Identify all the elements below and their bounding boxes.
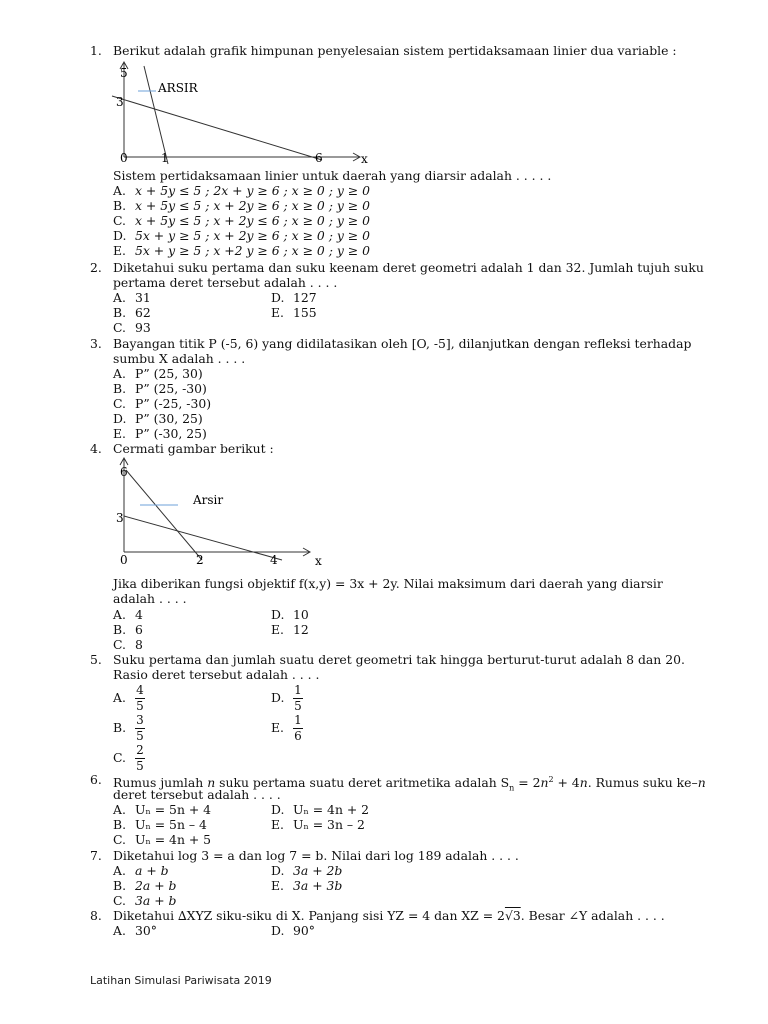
question-number: 1. [90,43,102,58]
option-d[interactable]: D. Uₙ = 4n + 2 [271,802,370,817]
fraction: $\frac{3}{5}$ [136,713,144,743]
question-prompt: Jika diberikan fungsi objektif f(x,y) = 3x + 2y. Nilai maksimum dari daerah yang diarsir [113,576,663,591]
question-number: 5. [90,652,102,667]
question-text: Rumus jumlah n suku pertama suatu deret aritmetika adalah $S_n = 2n^2 + 4n$. Rumus suku ke–n [113,775,706,793]
option-b[interactable]: B. Uₙ = 5n – 4 [113,817,207,832]
option-c[interactable]: C. $\frac{2}{5}$ [113,743,144,773]
fraction: $\frac{1}{5}$ [294,683,302,713]
option-b[interactable]: B. $\frac{3}{5}$ [113,713,144,743]
option-d[interactable]: D. 127 [271,290,317,305]
y-tick-3: 3 [116,95,124,109]
x-axis-label: x [315,554,322,568]
question-text: Cermati gambar berikut : [113,441,274,456]
option-d[interactable]: D. 3a + 2b [271,863,343,878]
option-a[interactable]: A. x + 5y ≤ 5 ; 2x + y ≥ 6 ; x ≥ 0 ; y ≥ 0 [113,183,370,198]
option-e[interactable]: E. 5x + y ≥ 5 ; x +2 y ≥ 6 ; x ≥ 0 ; y ≥ 0 [113,243,370,258]
boundary-line-shallow [112,96,322,160]
option-b[interactable]: B. 2a + b [113,878,177,893]
option-c[interactable]: C. Uₙ = 4n + 5 [113,832,212,847]
square-root: √3 [504,908,521,923]
option-d[interactable]: D. P” (30, 25) [113,411,203,426]
graph-1 [110,60,380,168]
option-d[interactable]: D. 10 [271,607,309,622]
question-number: 7. [90,848,102,863]
x-tick-6: 6 [315,151,323,165]
question-text: Suku pertama dan jumlah suatu deret geometri tak hingga berturut-turut adalah 8 dan 20. [113,652,685,667]
option-a[interactable]: A. 4 [113,607,143,622]
option-b[interactable]: B. 6 [113,622,143,637]
origin-label: 0 [120,151,128,165]
option-b[interactable]: B. x + 5y ≤ 5 ; x + 2y ≥ 6 ; x ≥ 0 ; y ≥ 0 [113,198,370,213]
fraction: $\frac{1}{6}$ [294,713,302,743]
question-text: Diketahui log 3 = a dan log 7 = b. Nilai dari log 189 adalah . . . . [113,848,519,863]
option-d[interactable]: D. $\frac{1}{5}$ [271,683,302,713]
question-text: pertama deret tersebut adalah . . . . [113,275,338,290]
option-b[interactable]: B. P” (25, -30) [113,381,207,396]
y-tick-5: 5 [120,66,128,80]
page-footer: Latihan Simulasi Pariwisata 2019 [90,974,272,987]
option-b[interactable]: B. 62 [113,305,151,320]
shaded-region-label: Arsir [193,493,224,507]
option-e[interactable]: E. 12 [271,622,309,637]
option-d[interactable]: D. 5x + y ≥ 5 ; x + 2y ≥ 6 ; x ≥ 0 ; y ≥ 0 [113,228,370,243]
option-c[interactable]: C. 8 [113,637,143,652]
shaded-region-label: ARSIR [158,81,198,95]
option-c[interactable]: C. 3a + b [113,893,177,908]
question-number: 2. [90,260,102,275]
question-text: Diketahui suku pertama dan suku keenam deret geometri adalah 1 dan 32. Jumlah tujuh suku [113,260,704,275]
boundary-line-steep [126,470,202,560]
x-tick-2: 2 [196,553,204,567]
y-tick-6: 6 [120,465,128,479]
option-c[interactable]: C. P” (-25, -30) [113,396,212,411]
question-number: 4. [90,441,102,456]
x-axis-label: x [361,152,368,166]
fraction: $\frac{4}{5}$ [136,683,144,713]
option-e[interactable]: E. 3a + 3b [271,878,343,893]
question-text: Berikut adalah grafik himpunan penyelesaian sistem pertidaksamaan linier dua variable : [113,43,677,58]
y-tick-3: 3 [116,511,124,525]
option-e[interactable]: E. 155 [271,305,317,320]
option-e[interactable]: E. $\frac{1}{6}$ [271,713,302,743]
question-number: 6. [90,772,102,787]
question-prompt: adalah . . . . [113,591,187,606]
question-text: deret tersebut adalah . . . . [113,787,281,802]
question-text: Diketahui ∆XYZ siku-siku di X. Panjang sisi YZ = 4 dan XZ = 2√3. Besar ∠Y adalah . . . . [113,908,665,923]
question-prompt: Sistem pertidaksamaan linier untuk daerah yang diarsir adalah . . . . . [113,168,552,183]
question-number: 3. [90,336,102,351]
option-d[interactable]: D. 90° [271,923,315,938]
option-a[interactable]: A. 31 [113,290,151,305]
option-c[interactable]: C. 93 [113,320,151,335]
graph-4 [112,456,342,568]
x-tick-1: 1 [161,151,169,165]
x-tick-4: 4 [270,553,278,567]
option-a[interactable]: A. P” (25, 30) [113,366,203,381]
fraction: $\frac{2}{5}$ [136,743,144,773]
origin-label: 0 [120,553,128,567]
option-e[interactable]: E. Uₙ = 3n – 2 [271,817,365,832]
question-text: Bayangan titik P (-5, 6) yang didilatasikan oleh [O, -5], dilanjutkan dengan refleksi terhadap [113,336,692,351]
question-number: 8. [90,908,102,923]
option-c[interactable]: C. x + 5y ≤ 5 ; x + 2y ≤ 6 ; x ≥ 0 ; y ≥ 0 [113,213,370,228]
option-a[interactable]: A. Uₙ = 5n + 4 [113,802,212,817]
option-a[interactable]: A. $\frac{4}{5}$ [113,683,144,713]
question-text: sumbu X adalah . . . . [113,351,246,366]
option-e[interactable]: E. P” (-30, 25) [113,426,207,441]
question-text: Rasio deret tersebut adalah . . . . [113,667,320,682]
option-a[interactable]: A. 30° [113,923,157,938]
option-a[interactable]: A. a + b [113,863,169,878]
